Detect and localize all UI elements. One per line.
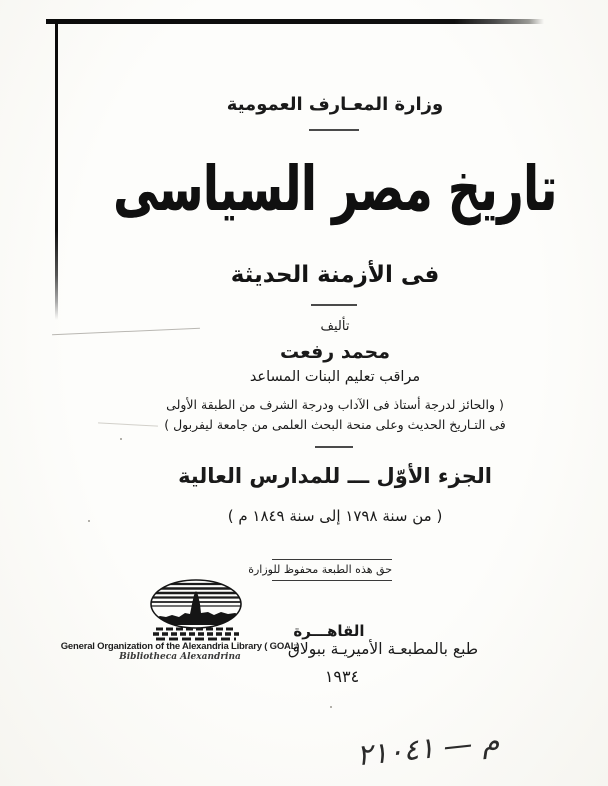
scan-speck	[330, 706, 332, 708]
author-role: مراقب تعليم البنات المساعد	[249, 369, 421, 385]
divider-rule	[315, 446, 353, 448]
copyright-notice: حق هذه الطبعة محفوظ للوزارة	[272, 559, 392, 581]
handwritten-shelf-mark: م — ٢١٠٤١	[354, 723, 502, 773]
imprint-city: القاهـــرة	[293, 622, 365, 640]
library-stamp-org-name: General Organization of the Alexandria Library ( GOAL)	[60, 641, 300, 652]
scan-edge-left	[55, 20, 58, 320]
scan-edge-top	[46, 19, 544, 24]
years-range-line: ( من سنة ١٧٩٨ إلى سنة ١٨٤٩ م )	[227, 507, 443, 525]
imprint-year: ١٩٣٤	[324, 667, 360, 686]
library-stamp-script-name: Bibliotheca Alexandrina	[119, 652, 241, 662]
alexandria-library-stamp-icon	[148, 579, 244, 643]
volume-line: الجزء الأوّل ـــ للمدارس العالية	[178, 464, 492, 488]
author-name: محمد رفعت	[279, 341, 390, 363]
book-subtitle: فى الأزمنة الحديثة	[230, 262, 440, 288]
author-credentials-line2: فى التـاريخ الحديث وعلى منحة البحث العلمى من جامعة ليفربول )	[164, 417, 506, 432]
imprint-printer: طبع بالمطبعـة الأميريـة ببولاق	[287, 640, 479, 658]
byline-label: تأليف	[320, 319, 350, 334]
author-credentials-line1: ( والحائز لدرجة أستاذ فى الآداب ودرجة الشرف من الطبقة الأولى	[166, 397, 504, 412]
scan-speck	[120, 438, 122, 440]
divider-rule	[309, 129, 359, 131]
divider-rule	[311, 304, 357, 306]
book-title: تاريخ مصر السياسى	[113, 152, 557, 226]
publisher-header: وزارة المعـارف العمومية	[226, 94, 444, 115]
